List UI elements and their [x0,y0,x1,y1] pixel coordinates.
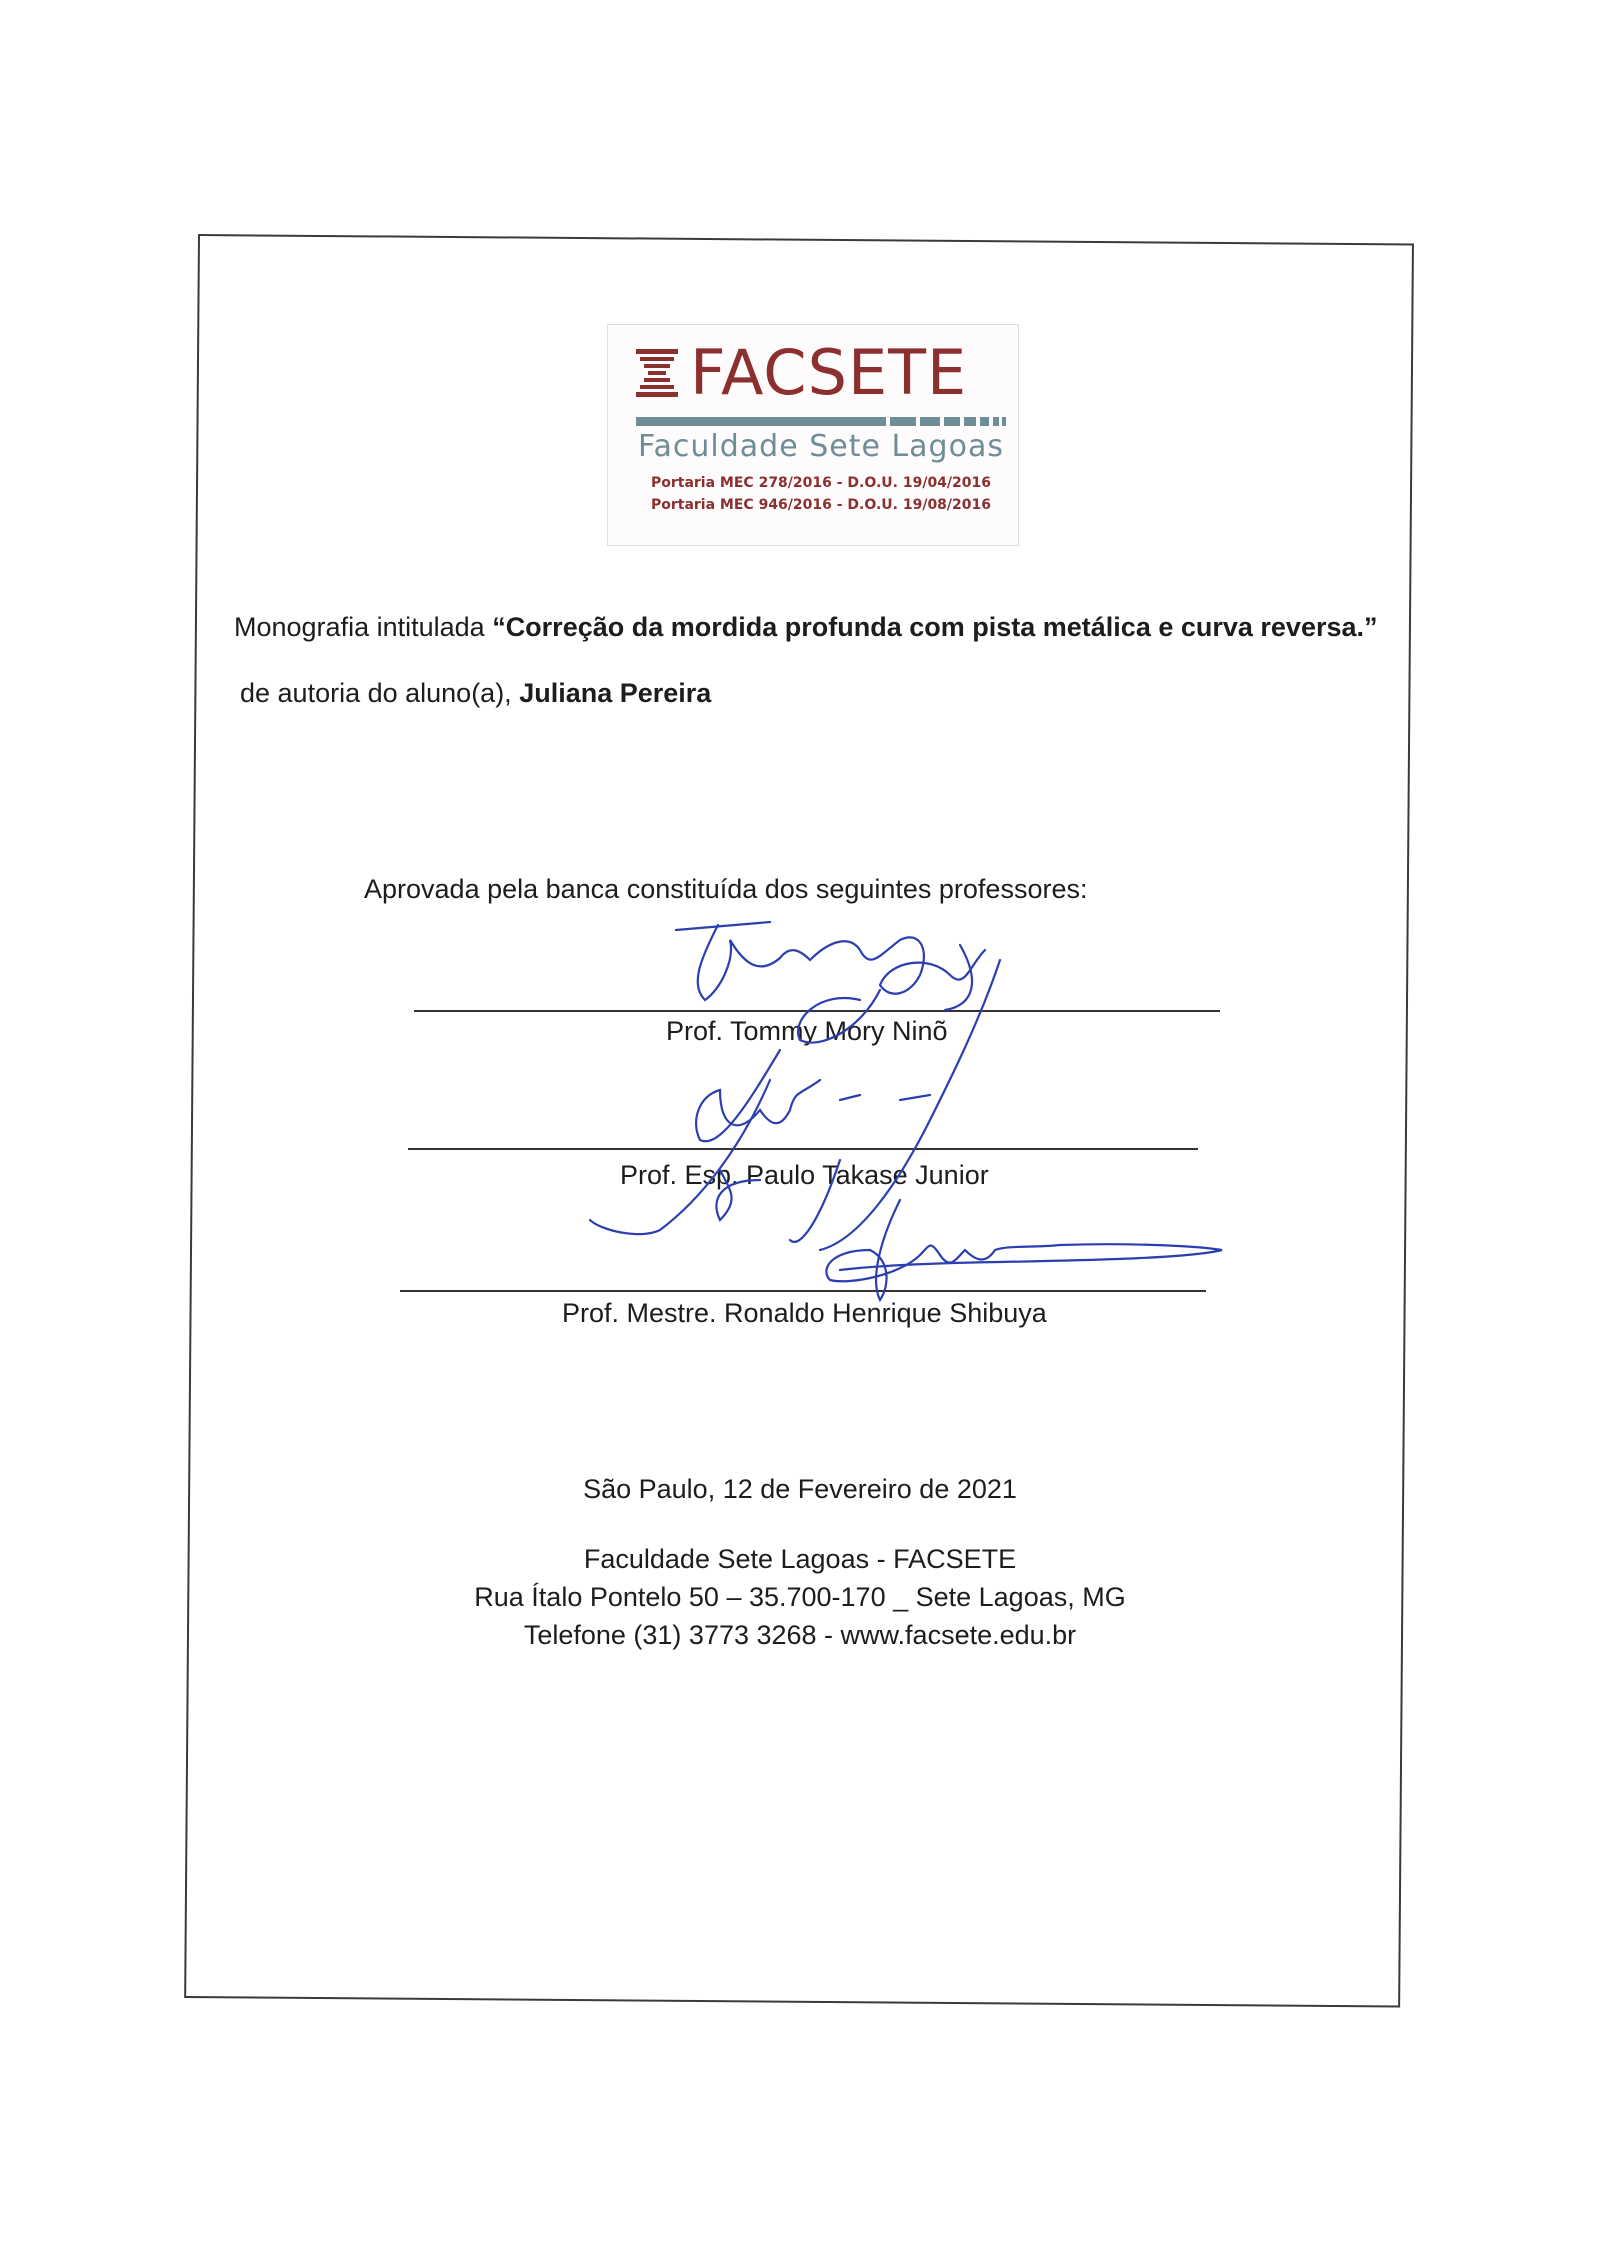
facsete-logo [607,324,1019,546]
approval-text: Aprovada pela banca constituída dos seguintes professores: [364,874,1088,904]
professor-1: Prof. Tommy Mory Ninõ [666,1016,948,1046]
monograph-prefix: Monografia intitulada [234,612,485,642]
facsete-emblem-icon [636,347,678,403]
professor-2: Prof. Esp. Paulo Takase Junior [620,1160,989,1190]
logo-name: FACSETE [690,336,968,409]
logo-portaria-1: Portaria MEC 278/2016 - D.O.U. 19/04/2016 [650,475,992,491]
footer-institution: Faculdade Sete Lagoas - FACSETE [583,1544,1017,1574]
monograph-title-line [234,612,1378,643]
signature-line-1 [414,1010,1220,1012]
logo-subtitle: Faculdade Sete Lagoas [638,429,1004,464]
place-date: São Paulo, 12 de Fevereiro de 2021 [583,1474,1017,1504]
professor-3: Prof. Mestre. Ronaldo Henrique Shibuya [562,1298,1047,1328]
signature-line-2 [408,1148,1198,1150]
logo-portaria-2: Portaria MEC 946/2016 - D.O.U. 19/08/2016 [650,497,992,513]
author-line [240,678,711,709]
footer-block [380,1540,1220,1654]
monograph-title: “Correção da mordida profunda com pista metálica e curva reversa.” [492,612,1378,642]
logo-divider-bar [636,417,1006,426]
author-name: Juliana Pereira [519,678,712,708]
footer-contact: Telefone (31) 3773 3268 - www.facsete.edu.br [523,1620,1077,1650]
footer-address: Rua Ítalo Pontelo 50 – 35.700-170 _ Sete Lagoas, MG [474,1582,1126,1612]
author-prefix: de autoria do aluno(a), [240,678,512,708]
signature-line-3 [400,1290,1206,1292]
